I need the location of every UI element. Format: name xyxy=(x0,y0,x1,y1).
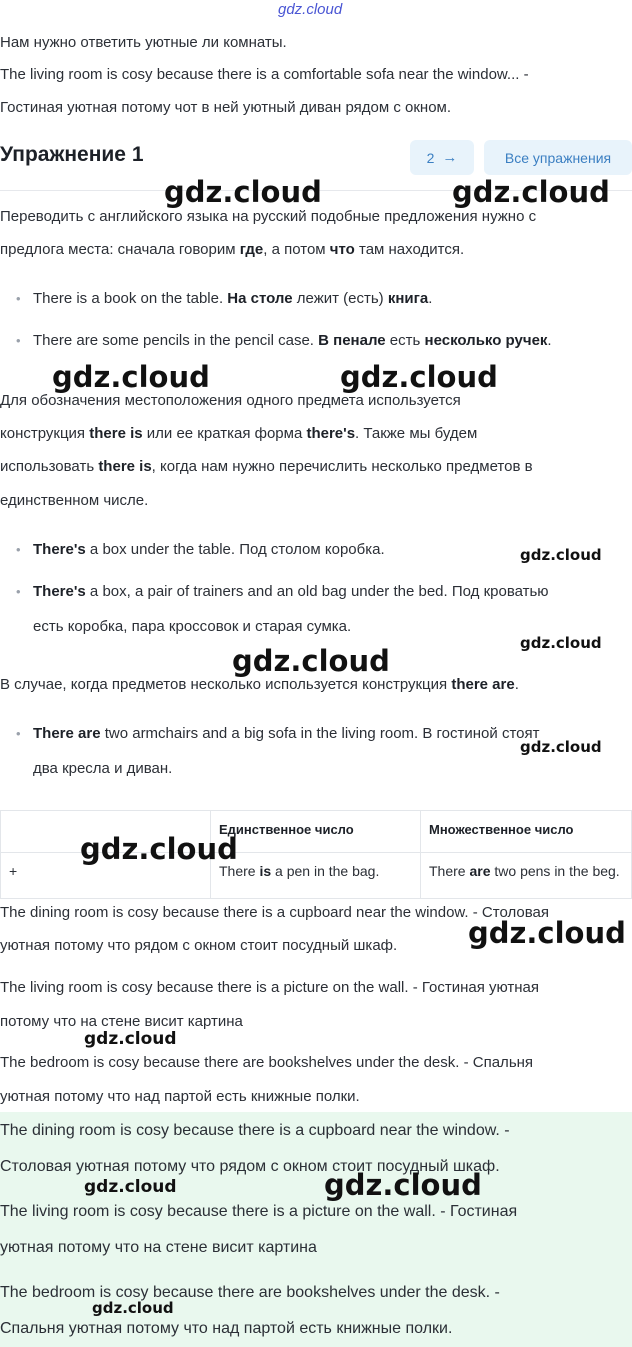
list-item: • There is a book on the table. На столе лежит (есть) книга. xyxy=(0,282,628,316)
next-exercise-label: 2 xyxy=(426,149,435,166)
watermark: gdz.cloud xyxy=(340,360,498,394)
rule3-line: В случае, когда предметов несколько используется конструкция there are. xyxy=(0,676,519,693)
watermark: gdz.cloud xyxy=(520,738,602,756)
watermark: gdz.cloud xyxy=(324,1168,482,1202)
intro-line-3: Гостиная уютная потому чот в ней уютный диван рядом с окном. xyxy=(0,99,452,116)
next-exercise-button[interactable] xyxy=(410,140,474,175)
answer-green-b-1: The living room is cosy because there is a picture on the wall. - Гостиная xyxy=(0,1203,518,1220)
table-cell-plural: There are two pens in the beg. xyxy=(421,853,632,899)
list-item: • There are some pencils in the pencil case. В пенале есть несколько ручек. xyxy=(0,324,628,358)
rule1-line-2: предлога места: сначала говорим где, а потом что там находится. xyxy=(0,241,465,258)
watermark: gdz.cloud xyxy=(164,175,322,209)
watermark: gdz.cloud xyxy=(52,360,210,394)
answer-plain-b-2: потому что на стене висит картина xyxy=(0,1013,243,1030)
answer-plain-c-2: уютная потому что над партой есть книжные полки. xyxy=(0,1088,360,1105)
list-item: • There's a box, a pair of trainers and an old bag under the bed. Под кроватью xyxy=(0,575,628,609)
intro-line-1: Нам нужно ответить уютные ли комнаты. xyxy=(0,34,287,51)
answer-green-a-1: The dining room is cosy because there is a cupboard near the window. - xyxy=(0,1122,510,1139)
rule1-line-1: Переводить с английского языка на русский подобные предложения нужно с xyxy=(0,208,537,225)
watermark: gdz.cloud xyxy=(92,1299,174,1317)
watermark: gdz.cloud xyxy=(232,644,390,678)
list-item: • There are two armchairs and a big sofa in the living room. В гостиной стоят xyxy=(0,717,628,751)
list-item: • There's a box under the table. Под столом коробка. xyxy=(0,533,628,567)
table-cell-sign: + xyxy=(1,853,211,899)
watermark: gdz.cloud xyxy=(468,916,626,950)
watermark: gdz.cloud xyxy=(80,832,238,866)
example-2-continuation: есть коробка, пара кроссовок и старая сумка. xyxy=(33,618,352,635)
watermark: gdz.cloud xyxy=(84,1177,177,1197)
site-watermark-top: gdz.cloud xyxy=(278,1,343,18)
answer-green-a-2: Столовая уютная потому что рядом с окном стоит посудный шкаф. xyxy=(0,1158,500,1175)
rule2-line-2: конструкция there is или ее краткая форма there's. Также мы будем xyxy=(0,425,478,442)
rule2-line-3: использовать there is, когда нам нужно перечислить несколько предметов в xyxy=(0,458,533,475)
table-cell-singular: There is a pen in the bag. xyxy=(211,853,421,899)
answer-green-b-2: уютная потому что на стене висит картина xyxy=(0,1239,317,1256)
watermark: gdz.cloud xyxy=(520,634,602,652)
rule2-line-4: единственном числе. xyxy=(0,492,149,509)
arrow-right-icon: → xyxy=(442,149,458,166)
all-exercises-label: Все упражнения xyxy=(504,149,612,166)
example-3-continuation: два кресла и диван. xyxy=(33,760,173,777)
answer-green-c-1: The bedroom is cosy because there are bookshelves under the desk. - xyxy=(0,1284,500,1301)
watermark: gdz.cloud xyxy=(520,546,602,564)
answer-green-c-2: Спальня уютная потому что над партой есть книжные полки. xyxy=(0,1320,453,1337)
answer-plain-b-1: The living room is cosy because there is a picture on the wall. - Гостиная уютная xyxy=(0,979,540,996)
exercise-title: Упражнение 1 xyxy=(0,143,144,166)
watermark: gdz.cloud xyxy=(84,1029,177,1049)
table-header-cell: Множественное число xyxy=(421,811,632,853)
table-header-cell: Единственное число xyxy=(211,811,421,853)
answer-plain-a-2: уютная потому что рядом с окном стоит посудный шкаф. xyxy=(0,937,398,954)
intro-line-2: The living room is cosy because there is a comfortable sofa near the window... - xyxy=(0,66,529,83)
all-exercises-button[interactable] xyxy=(484,140,632,175)
answer-plain-a-1: The dining room is cosy because there is a cupboard near the window. - Столовая xyxy=(0,904,550,921)
answer-plain-c-1: The bedroom is cosy because there are bookshelves under the desk. - Спальня xyxy=(0,1054,534,1071)
watermark: gdz.cloud xyxy=(452,175,610,209)
rule2-line-1: Для обозначения местоположения одного предмета используется xyxy=(0,392,461,409)
